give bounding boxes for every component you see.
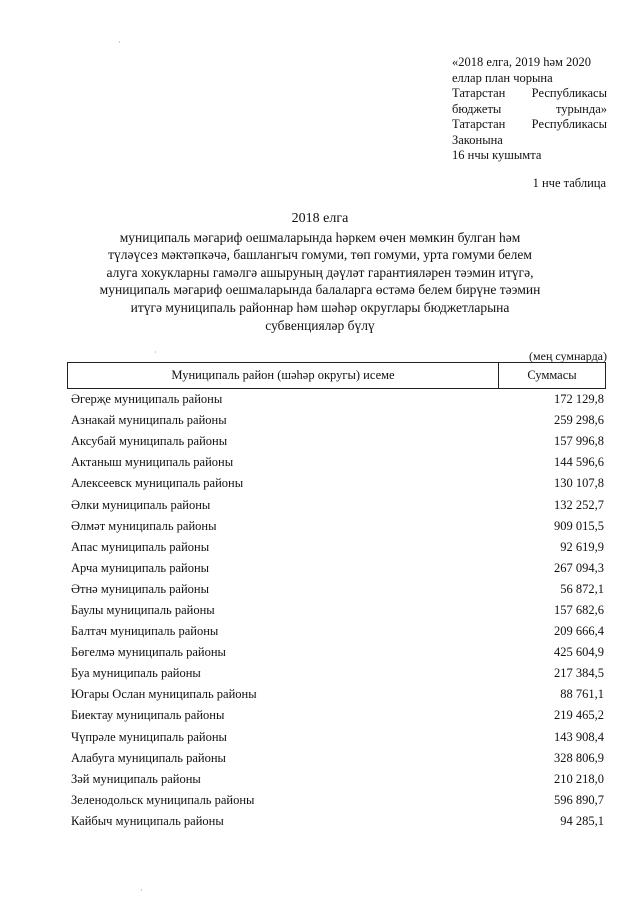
district-name: Зәй муниципаль районы <box>71 771 201 786</box>
title-line: түләүсез мәктәпкәчә, башлангыч гомуми, төп гомуми, урта гомуми белем <box>108 247 532 263</box>
district-name: Әлмәт муниципаль районы <box>71 518 217 533</box>
scan-speck: · <box>118 38 121 47</box>
table-row <box>67 537 606 558</box>
district-amount: 94 285,1 <box>560 813 604 828</box>
table-row <box>67 431 606 452</box>
document-title <box>70 210 570 334</box>
district-amount: 596 890,7 <box>554 792 604 807</box>
district-amount: 328 806,9 <box>554 750 604 765</box>
table-row <box>67 621 606 642</box>
district-amount: 219 465,2 <box>554 708 604 723</box>
table-row <box>67 389 606 410</box>
annex-line: Законына <box>452 132 503 147</box>
subvention-table <box>67 362 606 832</box>
district-amount: 130 107,8 <box>554 476 604 491</box>
district-name: Югары Ослан муниципаль районы <box>71 687 257 702</box>
district-name: Аксубай муниципаль районы <box>71 434 228 449</box>
title-line: алуга хокукларны гамәлгә ашыруның дәүләт гарантияләрен тәэмин итүгә, <box>106 264 534 280</box>
table-row <box>67 410 606 431</box>
table-row <box>67 705 606 726</box>
table-number: 1 нче таблица <box>532 176 606 190</box>
district-amount: 157 682,6 <box>554 602 604 617</box>
title-line: субвенцияләр бүлү <box>265 317 375 333</box>
district-amount: 425 604,9 <box>554 645 604 660</box>
table-row <box>67 473 606 494</box>
table-row <box>67 452 606 473</box>
table-row <box>67 494 606 515</box>
district-name: Әтнә муниципаль районы <box>71 581 210 596</box>
district-name: Чүпрәле муниципаль районы <box>71 729 227 744</box>
annex-line: «2018 елга, 2019 һәм 2020 <box>452 55 592 69</box>
table-row <box>67 684 606 705</box>
district-amount: 143 908,4 <box>554 729 604 744</box>
district-amount: 172 129,8 <box>554 392 604 407</box>
district-name: Әгерҗе муниципаль районы <box>71 392 223 407</box>
district-name: Әлки муниципаль районы <box>71 497 211 512</box>
district-amount: 217 384,5 <box>554 666 604 681</box>
table-row <box>67 748 606 769</box>
scan-speck: · <box>140 886 143 895</box>
district-name: Буа муниципаль районы <box>71 666 201 681</box>
table-row <box>67 558 606 579</box>
annex-line: Татарстан Республикасы <box>452 117 607 131</box>
district-name: Балтач муниципаль районы <box>71 624 219 639</box>
district-name: Алексеевск муниципаль районы <box>71 476 244 491</box>
table-row <box>67 579 606 600</box>
title-line: муниципаль мәгариф оешмаларында балаларга өстәмә белем бирүне тәэмин <box>99 282 541 298</box>
units-label: (мең сумнарда) <box>529 349 607 363</box>
table-row <box>67 642 606 663</box>
district-amount: 88 761,1 <box>560 687 604 702</box>
district-name: Кайбыч муниципаль районы <box>71 813 224 828</box>
district-amount: 909 015,5 <box>554 518 604 533</box>
district-name: Бөгелмә муниципаль районы <box>71 645 226 660</box>
column-header-amount: Суммасы <box>527 368 577 382</box>
district-name: Зеленодольск муниципаль районы <box>71 792 255 807</box>
district-name: Актаныш муниципаль районы <box>71 455 234 470</box>
district-amount: 267 094,3 <box>554 560 604 575</box>
district-name: Алабуга муниципаль районы <box>71 750 226 765</box>
scan-speck: · <box>154 348 157 357</box>
district-amount: 144 596,6 <box>554 455 604 470</box>
district-name: Апас муниципаль районы <box>71 539 210 554</box>
district-amount: 259 298,6 <box>554 413 604 428</box>
table-row <box>67 790 606 811</box>
district-amount: 92 619,9 <box>560 539 604 554</box>
district-name: Баулы муниципаль районы <box>71 602 215 617</box>
annex-line: бюджеты турында» <box>452 101 607 116</box>
title-line: итүгә муниципаль районнар һәм шәһәр округлары бюджетларына <box>130 299 510 315</box>
table-row <box>67 600 606 621</box>
district-amount: 209 666,4 <box>554 624 604 639</box>
district-amount: 157 996,8 <box>554 434 604 449</box>
annex-note <box>452 55 607 164</box>
table-header <box>67 362 606 389</box>
annex-line: 16 нчы кушымта <box>452 148 542 162</box>
table-row <box>67 811 606 832</box>
table-row <box>67 516 606 537</box>
district-amount: 56 872,1 <box>560 581 604 596</box>
title-year: 2018 елга <box>291 211 349 226</box>
table-row <box>67 663 606 684</box>
district-amount: 132 252,7 <box>554 497 604 512</box>
table-row <box>67 727 606 748</box>
annex-line: Татарстан Республикасы <box>452 86 607 100</box>
district-name: Арча муниципаль районы <box>71 560 210 575</box>
table-row <box>67 769 606 790</box>
district-name: Биектау муниципаль районы <box>71 708 225 723</box>
district-amount: 210 218,0 <box>554 771 604 786</box>
table-body <box>67 389 606 832</box>
column-header-name: Муниципаль район (шәһәр округы) исеме <box>68 363 499 388</box>
title-line: муниципаль мәгариф оешмаларында һәркем өчен мөмкин булган һәм <box>119 229 521 245</box>
district-name: Азнакай муниципаль районы <box>71 413 227 428</box>
annex-line: еллар план чорына <box>452 70 553 85</box>
